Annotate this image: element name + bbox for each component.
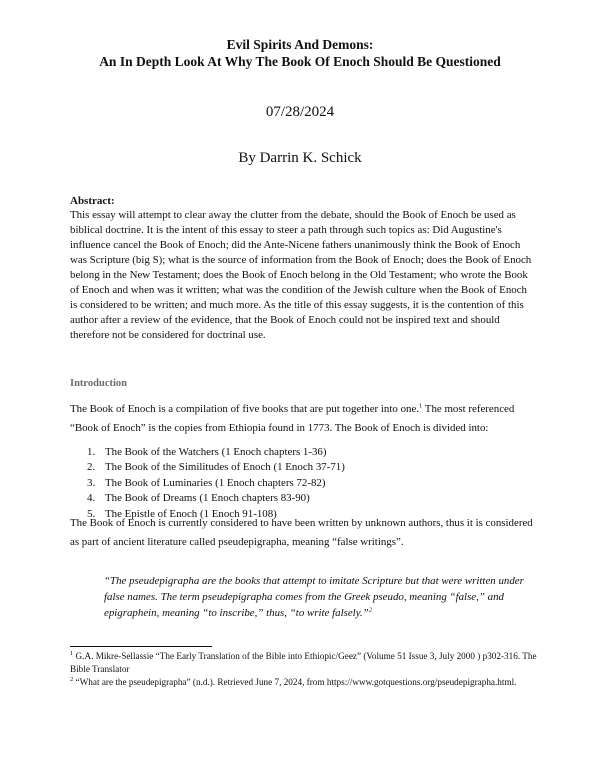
- list-item: [70, 445, 540, 460]
- list-item: [70, 491, 540, 506]
- title-line-2: An In Depth Look At Why The Book Of Enoch Should Be Questioned: [99, 54, 501, 69]
- block-quote: [104, 573, 536, 621]
- footnote-mark: 2: [70, 675, 74, 683]
- block-quote-text: “The pseudepigrapha are the books that attempt to imitate Scripture but that were written under false names. The term pseudepigrapha comes from the Greek pseudo, meaning “false,” and epigraphein, meaning “to inscribe,” thus, “to write falsely.”: [104, 575, 524, 619]
- list-item-number: 1.: [87, 446, 96, 458]
- title-line-1: Evil Spirits And Demons:: [226, 37, 374, 52]
- list-item-text: The Epistle of Enoch (1 Enoch 91-108): [105, 507, 277, 520]
- list-item-number: 3.: [87, 476, 96, 489]
- list-item-text: The Book of the Similitudes of Enoch (1 Enoch 37-71): [105, 461, 345, 474]
- list-item-text: The Book of Luminaries (1 Enoch chapters 72-82): [105, 476, 326, 489]
- list-item: [70, 476, 540, 491]
- footnotes: [70, 650, 540, 689]
- footnote-1: [70, 650, 540, 676]
- document-author: By Darrin K. Schick: [238, 150, 362, 166]
- list-item-number: 2.: [87, 461, 96, 474]
- intro-paragraph-2: The Book of Enoch is currently considered to have been written by unknown authors, thus it is considered as part of ancient literature called pseudepigrapha, meaning “false writings”.: [70, 517, 533, 548]
- footnote-ref-2[interactable]: 2: [368, 606, 372, 614]
- list-item-text: The Book of Dreams (1 Enoch chapters 83-90): [105, 492, 310, 505]
- footnote-text: G.A. Mikre-Sellassie “The Early Translation of the Bible into Ethiopic/Geez” (Volume 51 Issue 3, July 2000 ) p302-316. The Bible Translator: [70, 651, 537, 674]
- intro-paragraph-1-part-b: The most referenced “Book of Enoch” is the copies from Ethiopia found in 1773. The Book of Enoch is divided into:: [70, 403, 515, 434]
- list-item: [70, 460, 540, 475]
- document-date: 07/28/2024: [265, 104, 335, 120]
- footnote-ref-1[interactable]: 1: [419, 402, 423, 410]
- list-item-number: 5.: [87, 507, 96, 520]
- abstract-text: This essay will attempt to clear away the clutter from the debate, should the Book of Enoch be used as biblical doctrine. It is the intent of this essay to steer a path through such topics as: Did Augustine's influence cancel the Book of Enoch; did the Ante-Nicene fathers unanimously think the Book of Enoch was Scripture (big S); what is the source of information from the Book of Enoch; does the Book of Enoch belong in the New Testament; does the Book of Enoch belong in the Old Testament; who wrote the Book of Enoch and when was it written; what was the condition of the Jewish culture when the Book of Enoch is considered to be written; and much more. As the title of this essay suggests, it is the contention of this author after a review of the evidence, that the Book of Enoch could not be inspired text and should therefore not be considered for doctrinal use.: [70, 209, 532, 341]
- footnote-mark: 1: [70, 649, 74, 657]
- intro-paragraph-1: [70, 400, 540, 438]
- intro-paragraph-1-part-a: The Book of Enoch is a compilation of five books that are put together into one.: [70, 403, 420, 415]
- footnote-2: [70, 676, 540, 689]
- footnote-text: “What are the pseudepigrapha” (n.d.). Retrieved June 7, 2024, from https://www.gotquestions.org/pseudepigrapha.html.: [73, 677, 517, 687]
- list-item-number: 4.: [87, 492, 96, 505]
- section-heading-introduction: Introduction: [70, 378, 127, 389]
- list-item-text: The Book of the Watchers (1 Enoch chapters 1-36): [105, 446, 327, 458]
- book-divisions-list: [70, 445, 540, 522]
- footnote-divider: [70, 646, 212, 647]
- abstract-label: Abstract:: [70, 195, 115, 207]
